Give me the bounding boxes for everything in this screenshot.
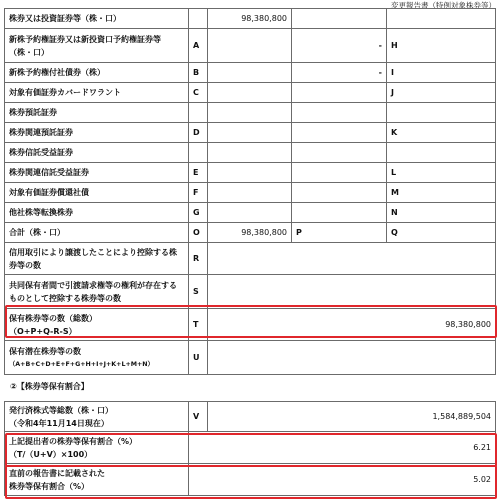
holdings-row-code-2 (292, 83, 387, 103)
holdings-row-code-3: K (387, 123, 496, 143)
report-type-note: 変更報告書（特例対象株券等） (391, 1, 496, 10)
section-title: ②【株券等保有割合】 (10, 382, 89, 391)
holdings-row-value (208, 29, 292, 63)
holdings-row-code-2 (292, 9, 387, 29)
holdings-row-code: B (189, 63, 208, 83)
margin-deduction-code: R (189, 243, 208, 275)
holdings-row-value: 98,380,800 (208, 223, 292, 243)
holdings-row (5, 143, 496, 163)
holdings-row-label: 対象有価証券カバードワラント (5, 83, 189, 103)
issued-shares-code: V (189, 402, 208, 432)
latent-holding-code: U (189, 341, 208, 375)
issued-shares-label: 発行済株式等総数（株・口） (9, 405, 113, 415)
holdings-row-code (189, 143, 208, 163)
holding-ratio-row (5, 432, 496, 464)
holdings-row-code-3: L (387, 163, 496, 183)
mutual-deduction-code: S (189, 275, 208, 309)
holdings-row-code: A (189, 29, 208, 63)
previous-ratio-row (5, 464, 496, 496)
mutual-deduction-row (5, 275, 496, 309)
holdings-row-code-3: M (387, 183, 496, 203)
holdings-row (5, 63, 496, 83)
holdings-row (5, 9, 496, 29)
holdings-row-label: 株券関連信託受益証券 (5, 163, 189, 183)
holdings-row-code-3 (387, 103, 496, 123)
holdings-row-value (208, 163, 292, 183)
holdings-row (5, 103, 496, 123)
holdings-row-value (208, 203, 292, 223)
holdings-row-value (208, 103, 292, 123)
holdings-row-code-3: N (387, 203, 496, 223)
holding-ratio-table (4, 401, 496, 496)
holdings-row-code-2 (292, 123, 387, 143)
holding-total-value: 98,380,800 (208, 309, 496, 341)
mutual-deduction-label: 共同保有者間で引渡請求権等の権利が存在するものとして控除する株券等の数 (5, 275, 189, 309)
holdings-row-label: 合計（株・口） (5, 223, 189, 243)
holdings-row-label: 株券預託証券 (5, 103, 189, 123)
previous-ratio-value: 5.02 (189, 464, 496, 496)
previous-ratio-label-2: 株券等保有割合（%） (9, 481, 90, 491)
holdings-row-label: 他社株等転換株券 (5, 203, 189, 223)
holdings-row-code: O (189, 223, 208, 243)
holdings-table (4, 8, 496, 375)
holding-total-code: T (189, 309, 208, 341)
holdings-row-code: F (189, 183, 208, 203)
holding-total-label: 保有株券等の数（総数） (9, 313, 97, 323)
holdings-row-code-3: J (387, 83, 496, 103)
holdings-row-code-3: I (387, 63, 496, 83)
holdings-row-code: C (189, 83, 208, 103)
holdings-row-code-2: - (292, 63, 387, 83)
previous-ratio-label: 直前の報告書に記載された (9, 468, 105, 478)
holdings-row-value (208, 143, 292, 163)
holdings-row-code-2 (292, 103, 387, 123)
holdings-row-code (189, 9, 208, 29)
issued-shares-date: （令和4年11月14日現在） (9, 418, 109, 428)
latent-holding-formula: （A+B+C+D+E+F+G+H+I+J+K+L+M+N） (9, 360, 154, 368)
holdings-row (5, 163, 496, 183)
holdings-row-value: 98,380,800 (208, 9, 292, 29)
holdings-row-label: 株券関連預託証券 (5, 123, 189, 143)
holdings-row-code (189, 103, 208, 123)
holdings-row-code-2: - (292, 29, 387, 63)
holdings-row (5, 223, 496, 243)
holdings-row-value (208, 183, 292, 203)
holdings-row (5, 123, 496, 143)
holdings-row-code-2 (292, 163, 387, 183)
issued-shares-value: 1,584,889,504 (208, 402, 496, 432)
holdings-row-value (208, 63, 292, 83)
holdings-row-label: 株券又は投資証券等（株・口） (5, 9, 189, 29)
issued-shares-row (5, 402, 496, 432)
holding-total-row (5, 309, 496, 341)
holding-ratio-value: 6.21 (189, 432, 496, 464)
latent-holding-label: 保有潜在株券等の数 (9, 346, 81, 356)
holdings-row-label: 新株予約権証券又は新投資口予約権証券等（株・口） (5, 29, 189, 63)
holding-total-formula: （O+P+Q-R-S） (9, 326, 77, 336)
holdings-row-code-2 (292, 143, 387, 163)
holdings-row (5, 83, 496, 103)
holdings-row-label: 新株予約権付社債券（株） (5, 63, 189, 83)
margin-deduction-label: 信用取引により譲渡したことにより控除する株券等の数 (5, 243, 189, 275)
holdings-row-code: G (189, 203, 208, 223)
holdings-row-code-3: Q (387, 223, 496, 243)
holdings-row-code-2: P (292, 223, 387, 243)
holdings-row-code: D (189, 123, 208, 143)
holdings-row-code: E (189, 163, 208, 183)
holdings-row-code-2 (292, 203, 387, 223)
holdings-row-code-2 (292, 183, 387, 203)
holdings-row-code-3 (387, 9, 496, 29)
holdings-row (5, 29, 496, 63)
holdings-row-label: 対象有価証券償還社債 (5, 183, 189, 203)
holdings-row-value (208, 123, 292, 143)
holdings-row-label: 株券信託受益証券 (5, 143, 189, 163)
holdings-row (5, 203, 496, 223)
holdings-row (5, 183, 496, 203)
holding-ratio-formula: （T/（U+V）×100） (9, 449, 93, 459)
margin-deduction-row (5, 243, 496, 275)
holdings-row-value (208, 83, 292, 103)
holdings-row-code-3: H (387, 29, 496, 63)
latent-holding-row (5, 341, 496, 375)
holdings-row-code-3 (387, 143, 496, 163)
holding-ratio-label: 上記提出者の株券等保有割合（%） (9, 436, 138, 446)
